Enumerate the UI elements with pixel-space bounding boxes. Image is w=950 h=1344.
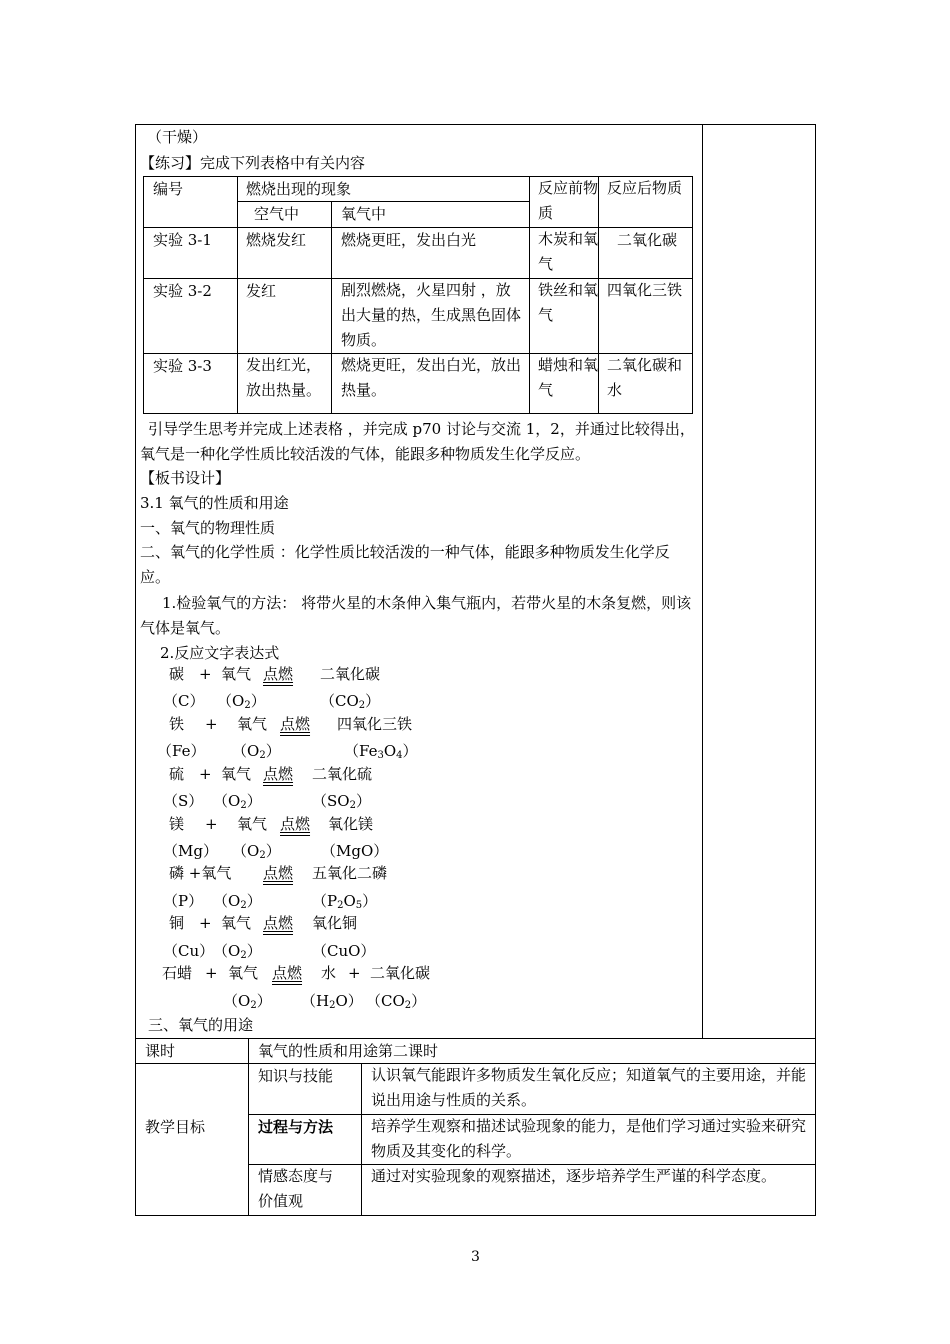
subscript: 3 <box>377 750 384 761</box>
frame-left-border <box>135 124 136 1216</box>
section-chemical: 二、氧气的化学性质 ：化学性质比较活泼的一种气体，能跟多种物质发生化学反应。 <box>140 543 670 586</box>
table-border <box>237 176 238 414</box>
formula-text: （O <box>217 692 245 710</box>
formula <box>344 744 418 761</box>
reactant-name: 石蜡 <box>162 964 193 982</box>
table-cell-oxygen: 燃烧更旺，发出白光 <box>341 231 477 249</box>
reactant-name: 氧气 <box>221 765 252 783</box>
formula: （CuO） <box>312 942 376 960</box>
subscript: 2 <box>337 900 344 911</box>
ignite-condition: 点燃 <box>272 964 303 982</box>
product-name: 二氧化碳 <box>370 964 431 982</box>
table-border <box>331 201 332 414</box>
period-value: 氧气的性质和用途第二课时 <box>258 1042 439 1060</box>
reactant-name: 镁 <box>169 815 185 833</box>
subscript: 5 <box>355 900 363 911</box>
goal-text: 认识氧气能跟许多物质发生氧化反应；知道氧气的主要用途，并能说出用途与性质的关系。 <box>371 1066 807 1109</box>
formula-text: ） <box>246 942 262 960</box>
subscript: 2 <box>240 900 247 911</box>
formula-text: （O <box>232 842 260 860</box>
word-equation-heading: 2.反应文字表达式 <box>160 644 280 662</box>
formula-text: （SO <box>312 792 350 810</box>
reactant-name: 氧气 <box>237 715 268 733</box>
table-cell-air: 发出红光，放出热量。 <box>246 356 322 399</box>
reactant-name: 硫 <box>169 765 185 783</box>
formula-text: ） <box>256 992 272 1010</box>
subscript: 2 <box>244 700 251 711</box>
table-border <box>692 176 693 414</box>
formula-text: ） <box>365 692 381 710</box>
table-border <box>248 1038 249 1216</box>
formula-text: （CO <box>320 692 359 710</box>
reactant-name: 氧气 <box>221 914 252 932</box>
section-physical: 一、氧气的物理性质 <box>140 519 276 537</box>
formula <box>217 694 266 711</box>
formula <box>213 944 262 961</box>
formula-text: （O <box>213 792 241 810</box>
goal-label: 知识与技能 <box>258 1067 334 1085</box>
frame-right-border <box>815 124 816 1216</box>
table-border <box>598 176 599 414</box>
ignite-condition: 点燃 <box>263 665 294 683</box>
frame-bottom-border <box>135 1215 816 1216</box>
product-name: 氧化镁 <box>328 815 374 833</box>
table-cell-after: 四氧化三铁 <box>607 281 683 299</box>
table-cell-air: 发红 <box>246 282 277 300</box>
plus-sign: + <box>199 665 212 683</box>
reactant-name: 磷 +氧气 <box>169 864 232 882</box>
formula-text: O <box>383 742 397 760</box>
goal-text: 通过对实验现象的观察描述，逐步培养学生严谨的科学态度。 <box>371 1167 777 1185</box>
goals-label: 教学目标 <box>145 1118 206 1136</box>
test-method: 1.检验氧气的方法： 将带火星的木条伸入集气瓶内，若带火星的木条复燃，则该气体是氧气。 <box>140 594 692 637</box>
page-number: 3 <box>471 1249 480 1265</box>
formula: （Cu） <box>163 942 215 960</box>
ignite-condition: 点燃 <box>263 765 294 783</box>
subscript: 2 <box>259 750 266 761</box>
ignite-condition: 点燃 <box>263 864 294 882</box>
table-border <box>143 176 144 414</box>
formula <box>213 794 262 811</box>
product-name: 五氧化二磷 <box>312 864 388 882</box>
plus-sign: + <box>205 964 218 982</box>
formula-text: （O <box>232 742 260 760</box>
table-cell-number: 实验 3-1 <box>153 231 212 249</box>
frame-notes-column-border <box>702 124 703 1038</box>
table-cell-after: 二氧化碳和水 <box>607 356 683 399</box>
formula: （MgO） <box>321 842 389 860</box>
formula <box>232 844 281 861</box>
formula-text: ） <box>265 842 281 860</box>
product-name: 氧化铜 <box>312 914 358 932</box>
formula-text: ） <box>250 692 266 710</box>
subscript: 2 <box>259 850 266 861</box>
table-cell-number: 实验 3-3 <box>153 357 212 375</box>
table-border <box>237 201 530 202</box>
formula-text: （H <box>301 992 330 1010</box>
table-header-phenomenon: 燃烧出现的现象 <box>246 180 352 198</box>
formula-text: （CO <box>366 992 405 1010</box>
formula-text: ） <box>246 892 262 910</box>
ignite-condition: 点燃 <box>263 914 294 932</box>
formula: （C） <box>163 692 205 710</box>
subscript: 2 <box>240 950 247 961</box>
table-border <box>135 1038 816 1039</box>
subscript: 2 <box>404 1000 412 1011</box>
table-header-after: 反应后物质 <box>607 179 683 197</box>
formula-text: ） <box>265 742 281 760</box>
board-title: 【板书设计】 <box>140 469 231 487</box>
formula <box>223 994 272 1011</box>
reactant-name: 碳 <box>169 665 185 683</box>
table-cell-number: 实验 3-2 <box>153 282 212 300</box>
goal-label: 过程与方法 <box>258 1118 334 1136</box>
formula <box>312 794 371 811</box>
goal-text: 培养学生观察和描述试验现象的能力，是他们学习通过实验来研究物质及其变化的科学。 <box>371 1117 807 1160</box>
product-name: 二氧化碳 <box>320 665 381 683</box>
product-name: 二氧化硫 <box>312 765 373 783</box>
table-cell-before: 蜡烛和氧气 <box>538 356 599 399</box>
reactant-name: 铜 <box>169 914 185 932</box>
formula-text: ） <box>355 792 371 810</box>
formula-text: O） <box>335 992 363 1010</box>
subscript: 2 <box>250 1000 257 1011</box>
reactant-name: 氧气 <box>221 665 252 683</box>
formula: （S） <box>163 792 204 810</box>
formula-text: （O <box>213 892 241 910</box>
formula: （P） <box>163 892 204 910</box>
formula-text: ） <box>246 792 262 810</box>
formula-text: ） <box>402 742 418 760</box>
section-uses: 三、氧气的用途 <box>148 1016 254 1034</box>
board-heading: 3.1 氧气的性质和用途 <box>140 494 289 512</box>
table-cell-air: 燃烧发红 <box>246 231 307 249</box>
formula-text: （Fe <box>344 742 378 760</box>
formula-text: ） <box>411 992 427 1010</box>
reactant-name: 氧气 <box>237 815 268 833</box>
formula <box>213 894 262 911</box>
table-header-number: 编号 <box>153 180 184 198</box>
formula: （Fe） <box>157 742 206 760</box>
table-cell-oxygen: 燃烧更旺，发出白光，放出热量。 <box>341 356 522 399</box>
table-border <box>529 176 530 414</box>
ignite-condition: 点燃 <box>280 815 311 833</box>
reactant-name: 氧气 <box>228 964 259 982</box>
subscript: 2 <box>349 800 356 811</box>
formula <box>366 994 426 1011</box>
subscript: 4 <box>396 750 403 761</box>
table-header-before: 反应前物质 <box>538 179 599 222</box>
plus-sign: + <box>205 815 218 833</box>
plus-sign: + <box>348 964 361 982</box>
table-header-oxygen: 氧气中 <box>341 205 387 223</box>
formula: （Mg） <box>163 842 218 860</box>
table-cell-before: 铁丝和氧气 <box>538 281 599 324</box>
table-border <box>361 1063 362 1216</box>
table-border <box>143 227 693 228</box>
formula <box>312 894 377 911</box>
formula-text: O <box>343 892 356 910</box>
product-name: 水 <box>321 964 337 982</box>
dry-note: （干燥） <box>147 128 208 146</box>
formula-text: ） <box>362 892 378 910</box>
table-cell-before: 木炭和氧气 <box>538 230 599 273</box>
plus-sign: + <box>199 765 212 783</box>
formula-text: （P <box>312 892 338 910</box>
product-name: 四氧化三铁 <box>337 715 413 733</box>
table-cell-oxygen: 剧烈燃烧，火星四射 ，放出大量的热，生成黑色固体物质。 <box>341 281 522 349</box>
formula-text: （O <box>213 942 241 960</box>
subscript: 2 <box>358 700 366 711</box>
table-cell-after: 二氧化碳 <box>617 231 678 249</box>
table-border <box>143 413 693 414</box>
formula <box>232 744 281 761</box>
frame-top-border <box>135 124 816 125</box>
formula <box>301 994 363 1011</box>
period-label: 课时 <box>145 1042 176 1060</box>
goal-label: 情感态度与价值观 <box>258 1167 334 1210</box>
subscript: 2 <box>329 1000 336 1011</box>
plus-sign: + <box>199 914 212 932</box>
guide-paragraph: 引导学生思考并完成上述表格 ，并完成 p70 讨论与交流 1，2，并通过比较得出，氧气是一种化学性质比较活泼的气体，能跟多种物质发生化学反应。 <box>140 420 695 463</box>
plus-sign: + <box>205 715 218 733</box>
subscript: 2 <box>240 800 247 811</box>
formula-text: （O <box>223 992 251 1010</box>
table-header-air: 空气中 <box>254 205 300 223</box>
ignite-condition: 点燃 <box>280 715 311 733</box>
exercise-heading: 【练习】完成下列表格中有关内容 <box>140 154 366 172</box>
reactant-name: 铁 <box>169 715 185 733</box>
formula <box>320 694 380 711</box>
